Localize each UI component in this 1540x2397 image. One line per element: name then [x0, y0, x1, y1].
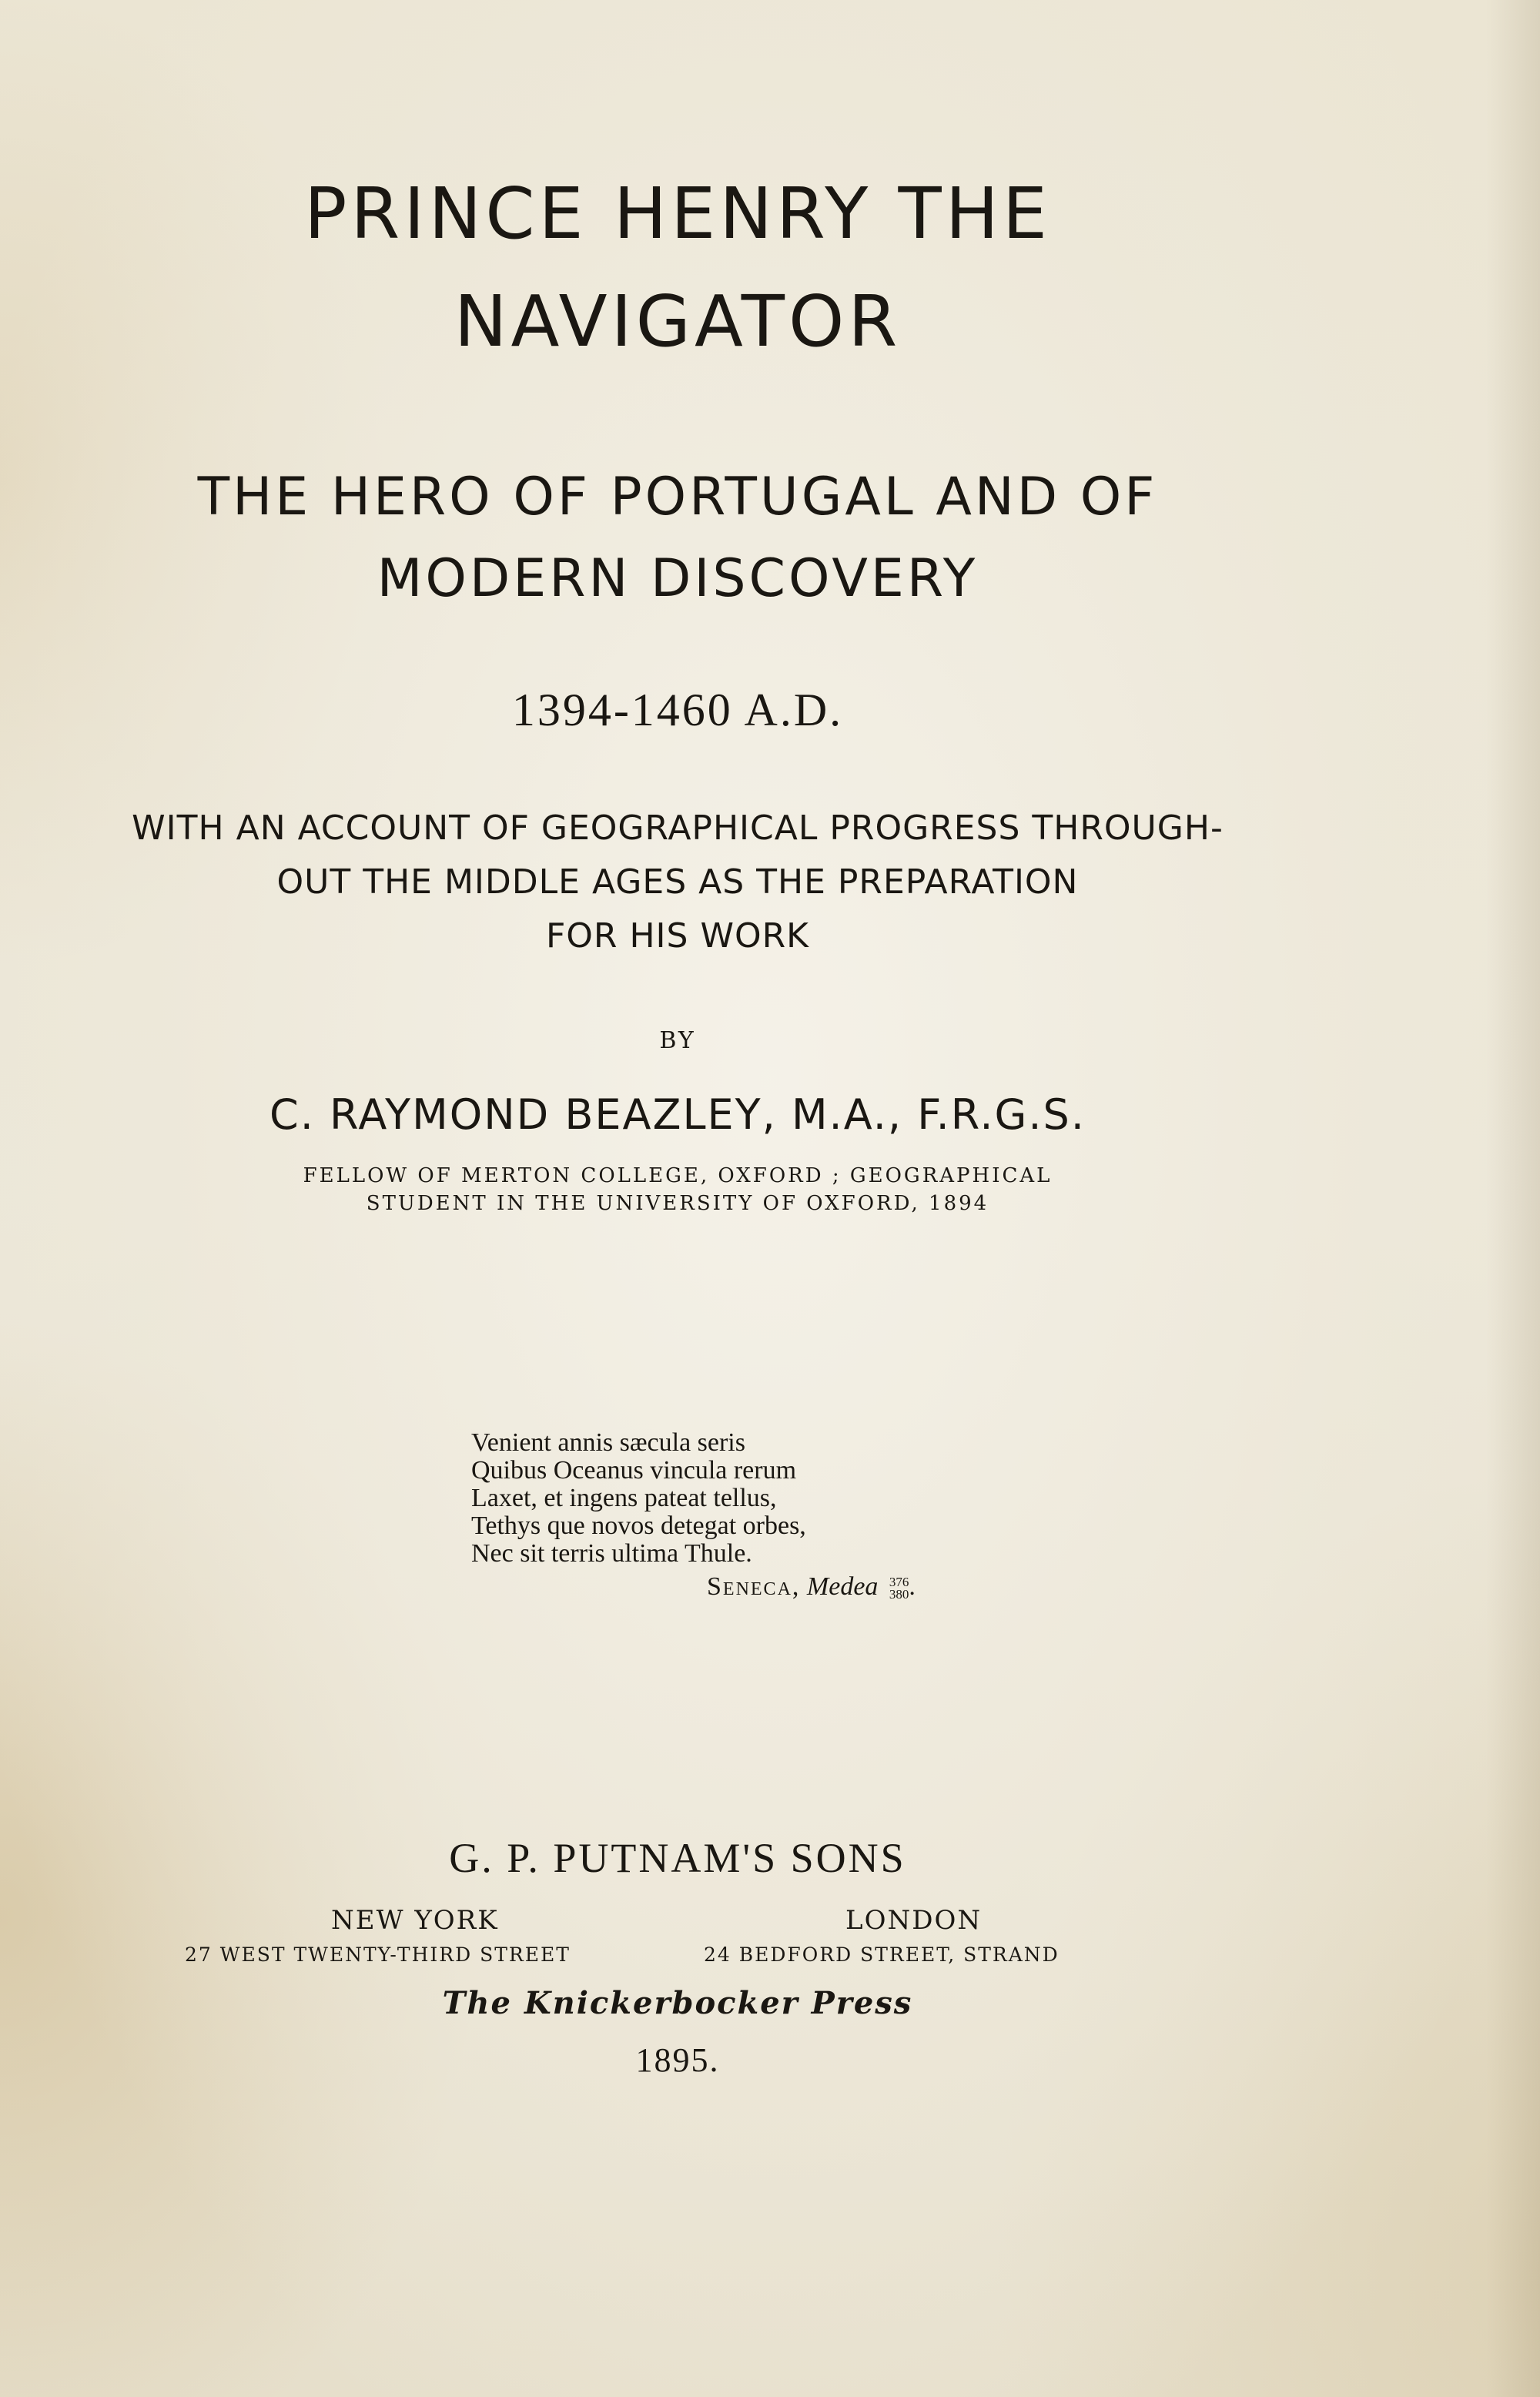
epigraph-line: Quibus Oceanus vincula rerum — [471, 1456, 797, 1485]
epigraph-line-reference — [889, 1576, 909, 1601]
epigraph-author: Seneca, — [707, 1572, 801, 1601]
page-edge-shadow — [1486, 0, 1540, 2397]
reference-top: 376 — [889, 1575, 909, 1590]
address-new-york: 27 WEST TWENTY-THIRD STREET — [185, 1943, 571, 1966]
account-line-1: WITH AN ACCOUNT OF GEOGRAPHICAL PROGRESS THROUGH- — [132, 808, 1224, 848]
title-line-2: NAVIGATOR — [454, 280, 902, 363]
city-new-york: NEW YORK — [331, 1905, 499, 1936]
publisher-name: G. P. PUTNAM'S SONS — [449, 1835, 906, 1881]
title-line-1: PRINCE HENRY THE — [303, 172, 1052, 255]
publication-year: 1895. — [635, 2041, 720, 2079]
date-range: 1394-1460 A.D. — [511, 685, 844, 735]
account-line-2: OUT THE MIDDLE AGES AS THE PREPARATION — [276, 862, 1079, 902]
subtitle-line-1: THE HERO OF PORTUGAL AND OF — [197, 467, 1158, 527]
epigraph-line: Laxet, et ingens pateat tellus, — [471, 1484, 777, 1512]
city-london: LONDON — [845, 1905, 983, 1936]
author-credentials-line-1: FELLOW OF MERTON COLLEGE, OXFORD ; GEOGRAPHICAL — [303, 1164, 1053, 1187]
epigraph-line: Tethys que novos detegat orbes, — [471, 1512, 806, 1540]
press-name: The Knickerbocker Press — [442, 1985, 913, 2021]
author-name: C. RAYMOND BEAZLEY, M.A., F.R.G.S. — [270, 1090, 1086, 1139]
epigraph-attribution — [707, 1572, 916, 1602]
reference-end: . — [909, 1572, 916, 1601]
subtitle-line-2: MODERN DISCOVERY — [377, 548, 979, 609]
epigraph-line: Venient annis sæcula seris — [471, 1428, 745, 1457]
account-line-3: FOR HIS WORK — [545, 916, 810, 956]
author-credentials-line-2: STUDENT IN THE UNIVERSITY OF OXFORD, 1894 — [366, 1192, 989, 1215]
reference-bottom: 380 — [889, 1587, 909, 1602]
epigraph-work: Medea — [806, 1572, 879, 1601]
address-london: 24 BEDFORD STREET, STRAND — [704, 1943, 1060, 1966]
by-label: BY — [659, 1027, 696, 1054]
epigraph-line: Nec sit terris ultima Thule. — [471, 1539, 752, 1568]
